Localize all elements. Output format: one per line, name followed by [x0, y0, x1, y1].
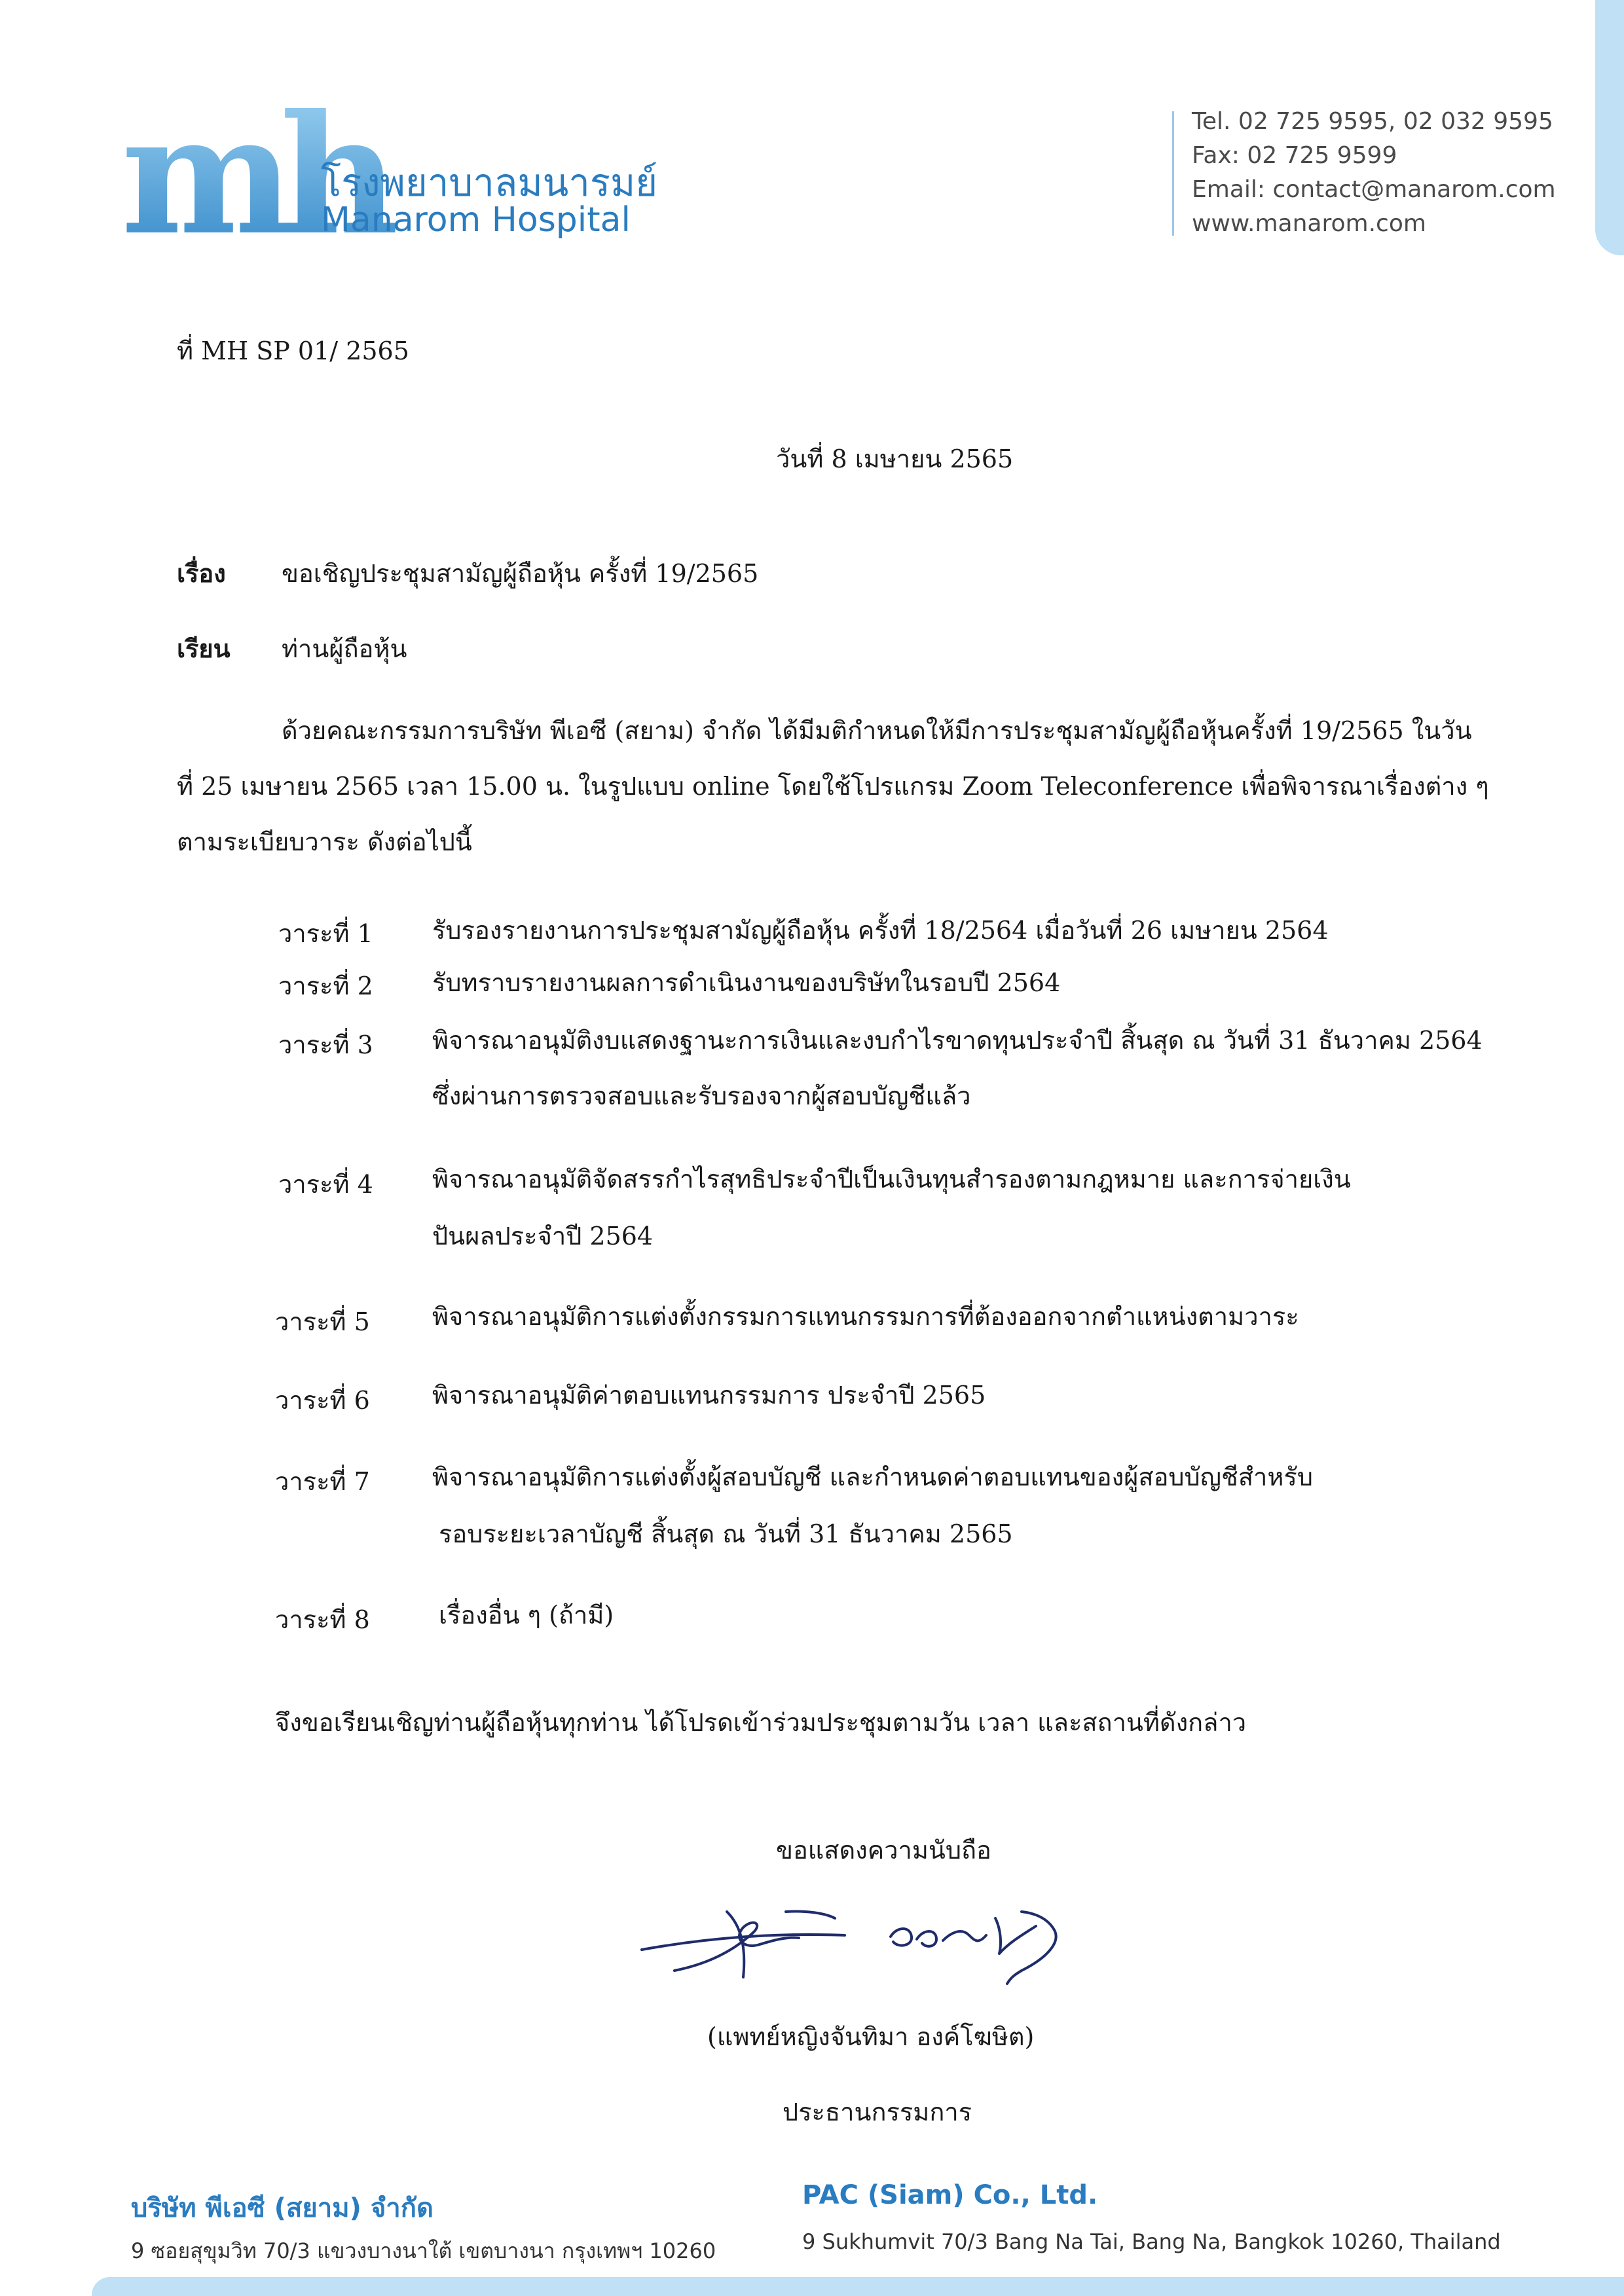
hospital-logo [121, 79, 385, 271]
hospital-name-en: Manarom Hospital [321, 200, 631, 240]
agenda-3-label: วาระที่ 3 [278, 1030, 373, 1059]
subject-text: ขอเชิญประชุมสามัญผู้ถือหุ้น ครั้งที่ 19/2565 [282, 559, 759, 588]
header-corner-band [1595, 0, 1624, 255]
to-label: เรียน [177, 634, 231, 663]
agenda-6-label: วาระที่ 6 [275, 1386, 370, 1415]
hospital-name-th: โรงพยาบาลมนารมย์ [321, 160, 658, 205]
letter-date: วันที่ 8 เมษายน 2565 [776, 445, 1014, 473]
contact-tel: Tel. 02 725 9595, 02 032 9595 [1192, 108, 1553, 135]
contact-email: Email: contact@manarom.com [1192, 176, 1556, 203]
contact-web: www.manarom.com [1192, 210, 1426, 237]
contact-divider [1172, 111, 1174, 236]
agenda-5-label: วาระที่ 5 [275, 1307, 370, 1336]
to-text: ท่านผู้ถือหุ้น [282, 634, 407, 663]
agenda-5-text: พิจารณาอนุมัติการแต่งตั้งกรรมการแทนกรรมการที่ต้องออกจากตำแหน่งตามวาระ [432, 1302, 1299, 1331]
agenda-3-text-1: พิจารณาอนุมัติงบแสดงฐานะการเงินและงบกำไรขาดทุนประจำปี สิ้นสุด ณ วันที่ 31 ธันวาคม 2564 [432, 1026, 1483, 1055]
subject-label: เรื่อง [177, 558, 226, 588]
footer-company-th: บริษัท พีเอซี (สยาม) จำกัด [131, 2193, 434, 2223]
agenda-4-label: วาระที่ 4 [278, 1170, 373, 1199]
closing-text: จึงขอเรียนเชิญท่านผู้ถือหุ้นทุกท่าน ได้โปรดเข้าร่วมประชุมตามวัน เวลา และสถานที่ดังกล่าว [275, 1708, 1247, 1737]
footer-address-th: 9 ซอยสุขุมวิท 70/3 แขวงบางนาใต้ เขตบางนา กรุงเทพฯ 10260 [131, 2238, 716, 2263]
intro-line-1: ด้วยคณะกรรมการบริษัท พีเอซี (สยาม) จำกัด ได้มีมติกำหนดให้มีการประชุมสามัญผู้ถือหุ้นครั้งที่ 19/2565 ในวัน [282, 716, 1472, 745]
agenda-7-text-2: รอบระยะเวลาบัญชี สิ้นสุด ณ วันที่ 31 ธันวาคม 2565 [439, 1520, 1013, 1548]
signer-title: ประธานกรรมการ [783, 2098, 972, 2126]
letter-ref: ที่ MH SP 01/ 2565 [177, 337, 409, 365]
agenda-7-text-1: พิจารณาอนุมัติการแต่งตั้งผู้สอบบัญชี และกำหนดค่าตอบแทนของผู้สอบบัญชีสำหรับ [432, 1463, 1313, 1491]
footer-company-en: PAC (Siam) Co., Ltd. [802, 2180, 1098, 2210]
agenda-2-text: รับทราบรายงานผลการดำเนินงานของบริษัทในรอบปี 2564 [432, 968, 1061, 997]
contact-block [1192, 105, 1556, 241]
handwritten-signature [629, 1872, 1074, 1997]
intro-line-3: ตามระเบียบวาระ ดังต่อไปนี้ [177, 828, 472, 856]
agenda-8-text: เรื่องอื่น ๆ (ถ้ามี) [439, 1601, 614, 1630]
agenda-8-label: วาระที่ 8 [275, 1605, 370, 1634]
agenda-3-text-2: ซึ่งผ่านการตรวจสอบและรับรองจากผู้สอบบัญชีแล้ว [432, 1082, 971, 1110]
regards-text: ขอแสดงความนับถือ [776, 1836, 991, 1865]
agenda-1-text: รับรองรายงานการประชุมสามัญผู้ถือหุ้น ครั้งที่ 18/2564 เมื่อวันที่ 26 เมษายน 2564 [432, 916, 1329, 945]
agenda-4-text-2: ปันผลประจำปี 2564 [432, 1222, 654, 1250]
agenda-7-label: วาระที่ 7 [275, 1467, 370, 1496]
agenda-1-label: วาระที่ 1 [278, 919, 373, 948]
footer-address-en: 9 Sukhumvit 70/3 Bang Na Tai, Bang Na, Bangkok 10260, Thailand [802, 2229, 1501, 2254]
signer-name: (แพทย์หญิงจันทิมา องค์โฆษิต) [707, 2022, 1035, 2051]
contact-fax: Fax: 02 725 9599 [1192, 142, 1397, 169]
logo-letters: mh [121, 79, 385, 271]
intro-line-2: ที่ 25 เมษายน 2565 เวลา 15.00 น. ในรูปแบบ online โดยใช้โปรแกรม Zoom Teleconference เพื่อพิจารณาเรื่องต่าง ๆ [177, 772, 1489, 801]
agenda-2-label: วาระที่ 2 [278, 972, 373, 1000]
agenda-6-text: พิจารณาอนุมัติค่าตอบแทนกรรมการ ประจำปี 2565 [432, 1381, 986, 1410]
agenda-4-text-1: พิจารณาอนุมัติจัดสรรกำไรสุทธิประจำปีเป็นเงินทุนสำรองตามกฎหมาย และการจ่ายเงิน [432, 1165, 1351, 1194]
footer-band [92, 2277, 1624, 2296]
